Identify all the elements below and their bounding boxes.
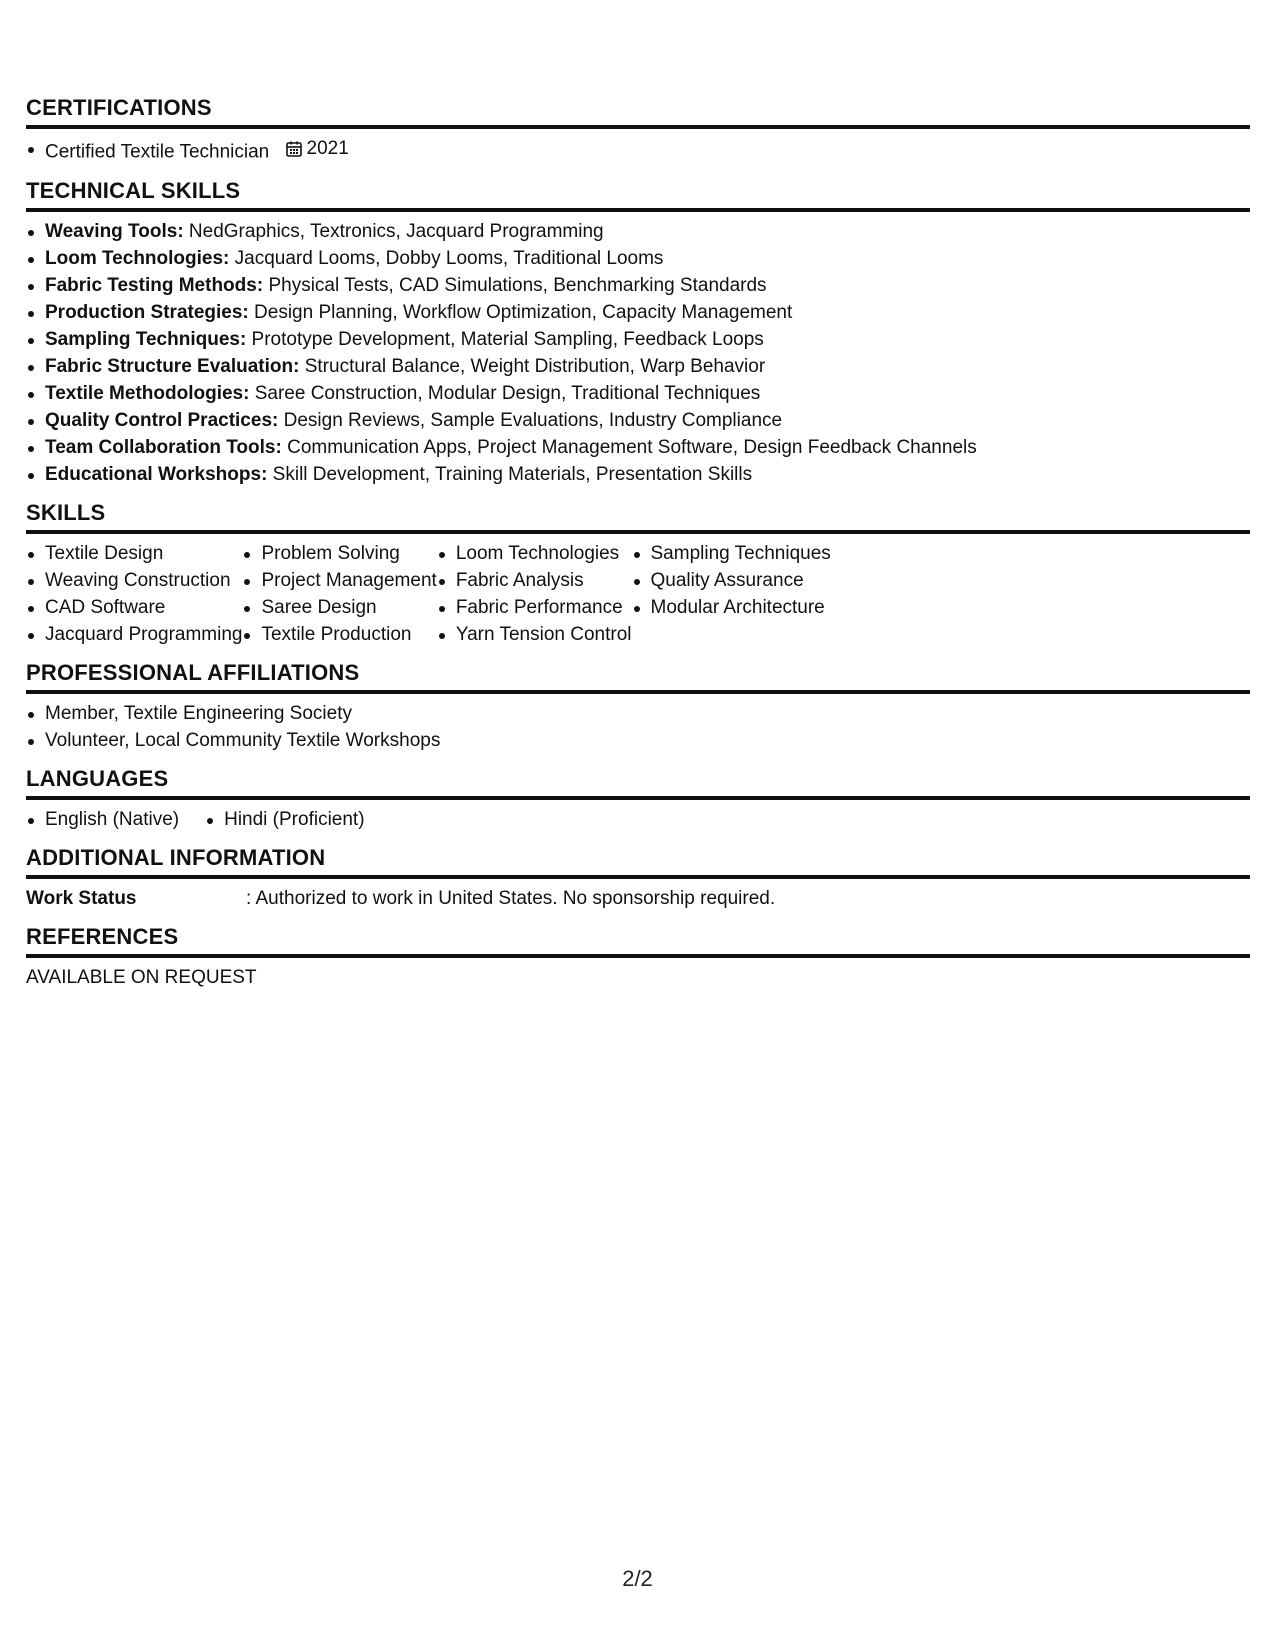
- technical-skill-category: Textile Methodologies:: [45, 382, 250, 404]
- certification-date: [285, 135, 349, 162]
- technical-skill-item: [26, 434, 1250, 461]
- certification-year: 2021: [306, 138, 349, 159]
- technical-skill-category: Production Strategies:: [45, 301, 249, 323]
- affiliations-section: [26, 660, 1250, 766]
- skills-column: [242, 540, 436, 648]
- section-title-languages: LANGUAGES: [26, 766, 1250, 800]
- certification-item: [26, 135, 1250, 166]
- affiliation-item: Volunteer, Local Community Textile Workshops: [26, 727, 1250, 754]
- technical-skill-values: Design Planning, Workflow Optimization, Capacity Management: [248, 301, 793, 323]
- technical-skill-values: Communication Apps, Project Management Software, Design Feedback Channels: [281, 436, 977, 458]
- technical-skill-values: Physical Tests, CAD Simulations, Benchmarking Standards: [263, 274, 767, 296]
- technical-skill-category: Fabric Structure Evaluation:: [45, 355, 300, 377]
- technical-skill-item: [26, 272, 1250, 299]
- skill-item: Jacquard Programming: [26, 621, 242, 648]
- calendar-icon: [285, 140, 303, 158]
- skill-item: Saree Design: [242, 594, 436, 621]
- references-section: [26, 924, 1250, 1003]
- skill-item: CAD Software: [26, 594, 242, 621]
- technical-skill-values: Saree Construction, Modular Design, Traditional Techniques: [249, 382, 761, 404]
- additional-info-section: [26, 845, 1250, 924]
- technical-skill-category: Quality Control Practices:: [45, 409, 279, 431]
- skills-column: [26, 540, 242, 648]
- resume-page: [26, 95, 1250, 1003]
- section-title-references: REFERENCES: [26, 924, 1250, 958]
- skill-item: Fabric Performance: [437, 594, 632, 621]
- skill-item: Problem Solving: [242, 540, 436, 567]
- technical-skill-category: Team Collaboration Tools:: [45, 436, 282, 458]
- skill-item: Loom Technologies: [437, 540, 632, 567]
- certifications-section: [26, 95, 1250, 178]
- technical-skill-item: [26, 380, 1250, 407]
- info-value: : Authorized to work in United States. No sponsorship required.: [246, 887, 776, 909]
- technical-skill-item: [26, 353, 1250, 380]
- page-number: 2/2: [622, 1566, 653, 1591]
- certification-name: Certified Textile Technician: [45, 141, 270, 163]
- technical-skills-section: [26, 178, 1250, 500]
- affiliation-item: Member, Textile Engineering Society: [26, 700, 1250, 727]
- technical-skill-values: Prototype Development, Material Sampling, Feedback Loops: [246, 328, 764, 350]
- technical-skill-values: Design Reviews, Sample Evaluations, Industry Compliance: [278, 409, 783, 431]
- references-text: AVAILABLE ON REQUEST: [26, 966, 257, 988]
- skill-item: Textile Production: [242, 621, 436, 648]
- section-title-affiliations: PROFESSIONAL AFFILIATIONS: [26, 660, 1250, 694]
- technical-skill-category: Weaving Tools:: [45, 220, 184, 242]
- section-title-additional-info: ADDITIONAL INFORMATION: [26, 845, 1250, 879]
- skill-item: Sampling Techniques: [632, 540, 831, 567]
- technical-skill-item: [26, 407, 1250, 434]
- language-item: English (Native): [26, 806, 179, 833]
- technical-skill-category: Loom Technologies:: [45, 247, 230, 269]
- technical-skill-item: [26, 245, 1250, 272]
- section-title-skills: SKILLS: [26, 500, 1250, 534]
- skills-grid: [26, 540, 1250, 648]
- skill-item: Fabric Analysis: [437, 567, 632, 594]
- section-title-certifications: CERTIFICATIONS: [26, 95, 1250, 129]
- technical-skill-category: Sampling Techniques:: [45, 328, 247, 350]
- skill-item: Weaving Construction: [26, 567, 242, 594]
- info-label: Work Status: [26, 887, 137, 909]
- skills-section: [26, 500, 1250, 660]
- skill-item: Yarn Tension Control: [437, 621, 632, 648]
- technical-skill-category: Fabric Testing Methods:: [45, 274, 264, 296]
- skills-column: [632, 540, 831, 648]
- technical-skill-values: Skill Development, Training Materials, Presentation Skills: [267, 463, 753, 485]
- skill-item: Textile Design: [26, 540, 242, 567]
- language-item: Hindi (Proficient): [205, 806, 364, 833]
- section-title-technical-skills: TECHNICAL SKILLS: [26, 178, 1250, 212]
- technical-skill-values: Jacquard Looms, Dobby Looms, Traditional Looms: [229, 247, 664, 269]
- skill-item: Project Management: [242, 567, 436, 594]
- technical-skill-values: Structural Balance, Weight Distribution, Warp Behavior: [299, 355, 766, 377]
- skills-column: [437, 540, 632, 648]
- technical-skill-item: [26, 326, 1250, 353]
- technical-skill-item: [26, 461, 1250, 488]
- technical-skill-item: [26, 299, 1250, 326]
- info-row-work-status: [26, 885, 1250, 912]
- languages-section: [26, 766, 1250, 845]
- skill-item: Modular Architecture: [632, 594, 831, 621]
- technical-skill-item: [26, 218, 1250, 245]
- technical-skill-values: NedGraphics, Textronics, Jacquard Programming: [183, 220, 604, 242]
- skill-item: Quality Assurance: [632, 567, 831, 594]
- technical-skill-category: Educational Workshops:: [45, 463, 268, 485]
